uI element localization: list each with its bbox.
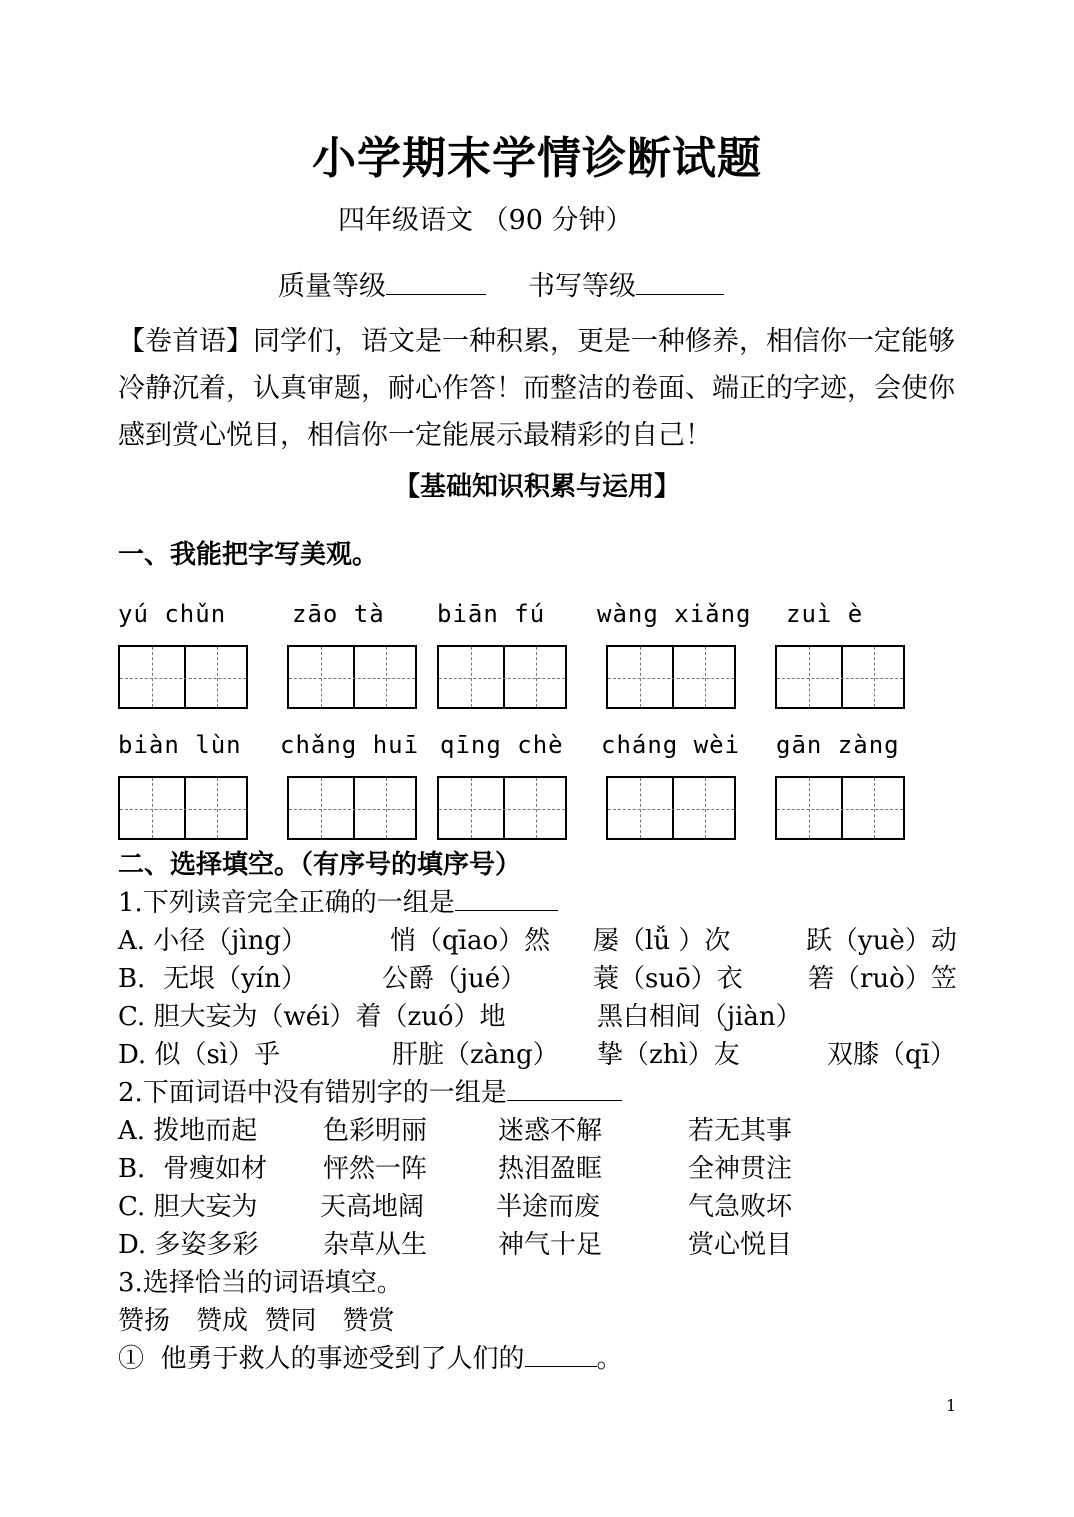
q2-option-c-1: C. 胆大妄为	[118, 1192, 258, 1222]
page-title: 小学期末学情诊断试题	[312, 133, 762, 184]
q1-option-c-2: 黑白相间（jiàn）	[597, 1002, 802, 1032]
pinyin-2-2: chǎng huī	[280, 731, 420, 759]
writing-grade	[528, 264, 724, 303]
q1-option-a-3: 屡（lǚ ）次	[593, 926, 731, 956]
question-3-item-1-blank[interactable]	[525, 1340, 597, 1367]
quality-grade-label: 质量等级	[278, 271, 386, 302]
q2-option-b-4: 全神贯注	[688, 1154, 793, 1184]
pinyin-1-1: yú chǔn	[118, 600, 227, 628]
subtitle: 四年级语文 （90 分钟）	[338, 205, 633, 236]
pinyin-2-1: biàn lùn	[118, 731, 242, 759]
writing-grade-blank[interactable]	[636, 268, 724, 295]
writing-grade-label: 书写等级	[528, 271, 636, 302]
question-3-stem: 3.选择恰当的词语填空。	[118, 1268, 403, 1298]
pinyin-1-3: biān fú	[437, 600, 546, 628]
q1-option-d-1: D. 似（sì）乎	[118, 1040, 281, 1070]
q2-option-b-2: 怦然一阵	[323, 1154, 428, 1184]
q1-option-b-1: B．无垠（yín）	[118, 964, 307, 994]
writing-grid[interactable]	[118, 776, 248, 840]
q1-option-d-4: 双膝（qī）	[827, 1040, 956, 1070]
quality-grade	[278, 264, 486, 303]
q2-option-c-3: 半途而废	[496, 1192, 601, 1222]
question-3-options: 赞扬 赞成 赞同 赞赏	[118, 1306, 395, 1336]
pinyin-1-5: zuì è	[786, 600, 864, 628]
q2-option-b-3: 热泪盈眶	[498, 1154, 603, 1184]
question-3-item-1-end: 。	[596, 1344, 623, 1374]
intro-paragraph: 【卷首语】同学们，语文是一种积累，更是一种修养，相信你一定能够冷静沉着，认真审题，耐心作答！而整洁的卷面、端正的字迹，会使你感到赏心悦目，相信你一定能展示最精彩的自己！	[118, 326, 955, 451]
pinyin-1-2: zāo tà	[292, 600, 385, 628]
pinyin-2-3: qīng chè	[440, 731, 564, 759]
q2-option-d-4: 赏心悦目	[688, 1230, 793, 1260]
q2-option-c-4: 气急败坏	[688, 1192, 793, 1222]
question-1-stem	[118, 882, 558, 919]
q2-option-b-1: B．骨瘦如材	[118, 1154, 268, 1184]
q2-option-a-2: 色彩明丽	[323, 1116, 428, 1146]
quality-grade-blank[interactable]	[386, 268, 486, 295]
q1-option-a-1: A. 小径（jìng）	[118, 926, 308, 956]
writing-grid[interactable]	[118, 645, 248, 709]
writing-grid[interactable]	[606, 645, 736, 709]
question-3-item-1	[118, 1338, 623, 1375]
writing-grid[interactable]	[775, 776, 905, 840]
question-3-item-1-text: ① 他勇于救人的事迹受到了人们的	[118, 1344, 525, 1374]
question-2-stem	[118, 1072, 622, 1109]
q1-option-a-4: 跃（yuè）动	[806, 926, 957, 956]
question-1-blank[interactable]	[455, 884, 558, 911]
writing-grid[interactable]	[287, 645, 417, 709]
q2-option-d-1: D. 多姿多彩	[118, 1230, 259, 1260]
q1-option-b-4: 箬（ruò）笠	[808, 964, 957, 994]
writing-grid[interactable]	[437, 776, 567, 840]
writing-grid[interactable]	[437, 645, 567, 709]
q2-option-a-4: 若无其事	[688, 1116, 793, 1146]
q2-option-a-1: A. 拨地而起	[118, 1116, 258, 1146]
writing-grid[interactable]	[606, 776, 736, 840]
q2-option-c-2: 天高地阔	[320, 1192, 425, 1222]
page-number: 1	[946, 1396, 957, 1415]
section1-title: 一、我能把字写美观。	[118, 540, 379, 570]
question-2-text: 2.下面词语中没有错别字的一组是	[118, 1078, 507, 1108]
pinyin-2-5: gān zàng	[776, 731, 900, 759]
q2-option-a-3: 迷惑不解	[498, 1116, 603, 1146]
q1-option-a-2: 悄（qīao）然	[390, 926, 551, 956]
q1-option-b-3: 蓑（suō）衣	[593, 964, 743, 994]
writing-grid[interactable]	[287, 776, 417, 840]
q2-option-d-2: 杂草从生	[323, 1230, 428, 1260]
pinyin-1-4: wàng xiǎng	[597, 600, 752, 628]
q1-option-d-3: 挚（zhì）友	[597, 1040, 740, 1070]
part-title: 【基础知识积累与运用】	[393, 472, 680, 502]
q1-option-d-2: 肝脏（zàng）	[392, 1040, 559, 1070]
q1-option-b-2: 公爵（jué）	[382, 964, 527, 994]
question-1-text: 1.下列读音完全正确的一组是	[118, 888, 455, 918]
writing-grid[interactable]	[775, 645, 905, 709]
pinyin-2-4: cháng wèi	[601, 731, 741, 759]
q1-option-c-1: C. 胆大妄为（wéi）着（zuó）地	[118, 1002, 506, 1032]
question-2-blank[interactable]	[507, 1074, 622, 1101]
q2-option-d-3: 神气十足	[498, 1230, 603, 1260]
section2-title: 二、选择填空。（有序号的填序号）	[118, 850, 522, 880]
